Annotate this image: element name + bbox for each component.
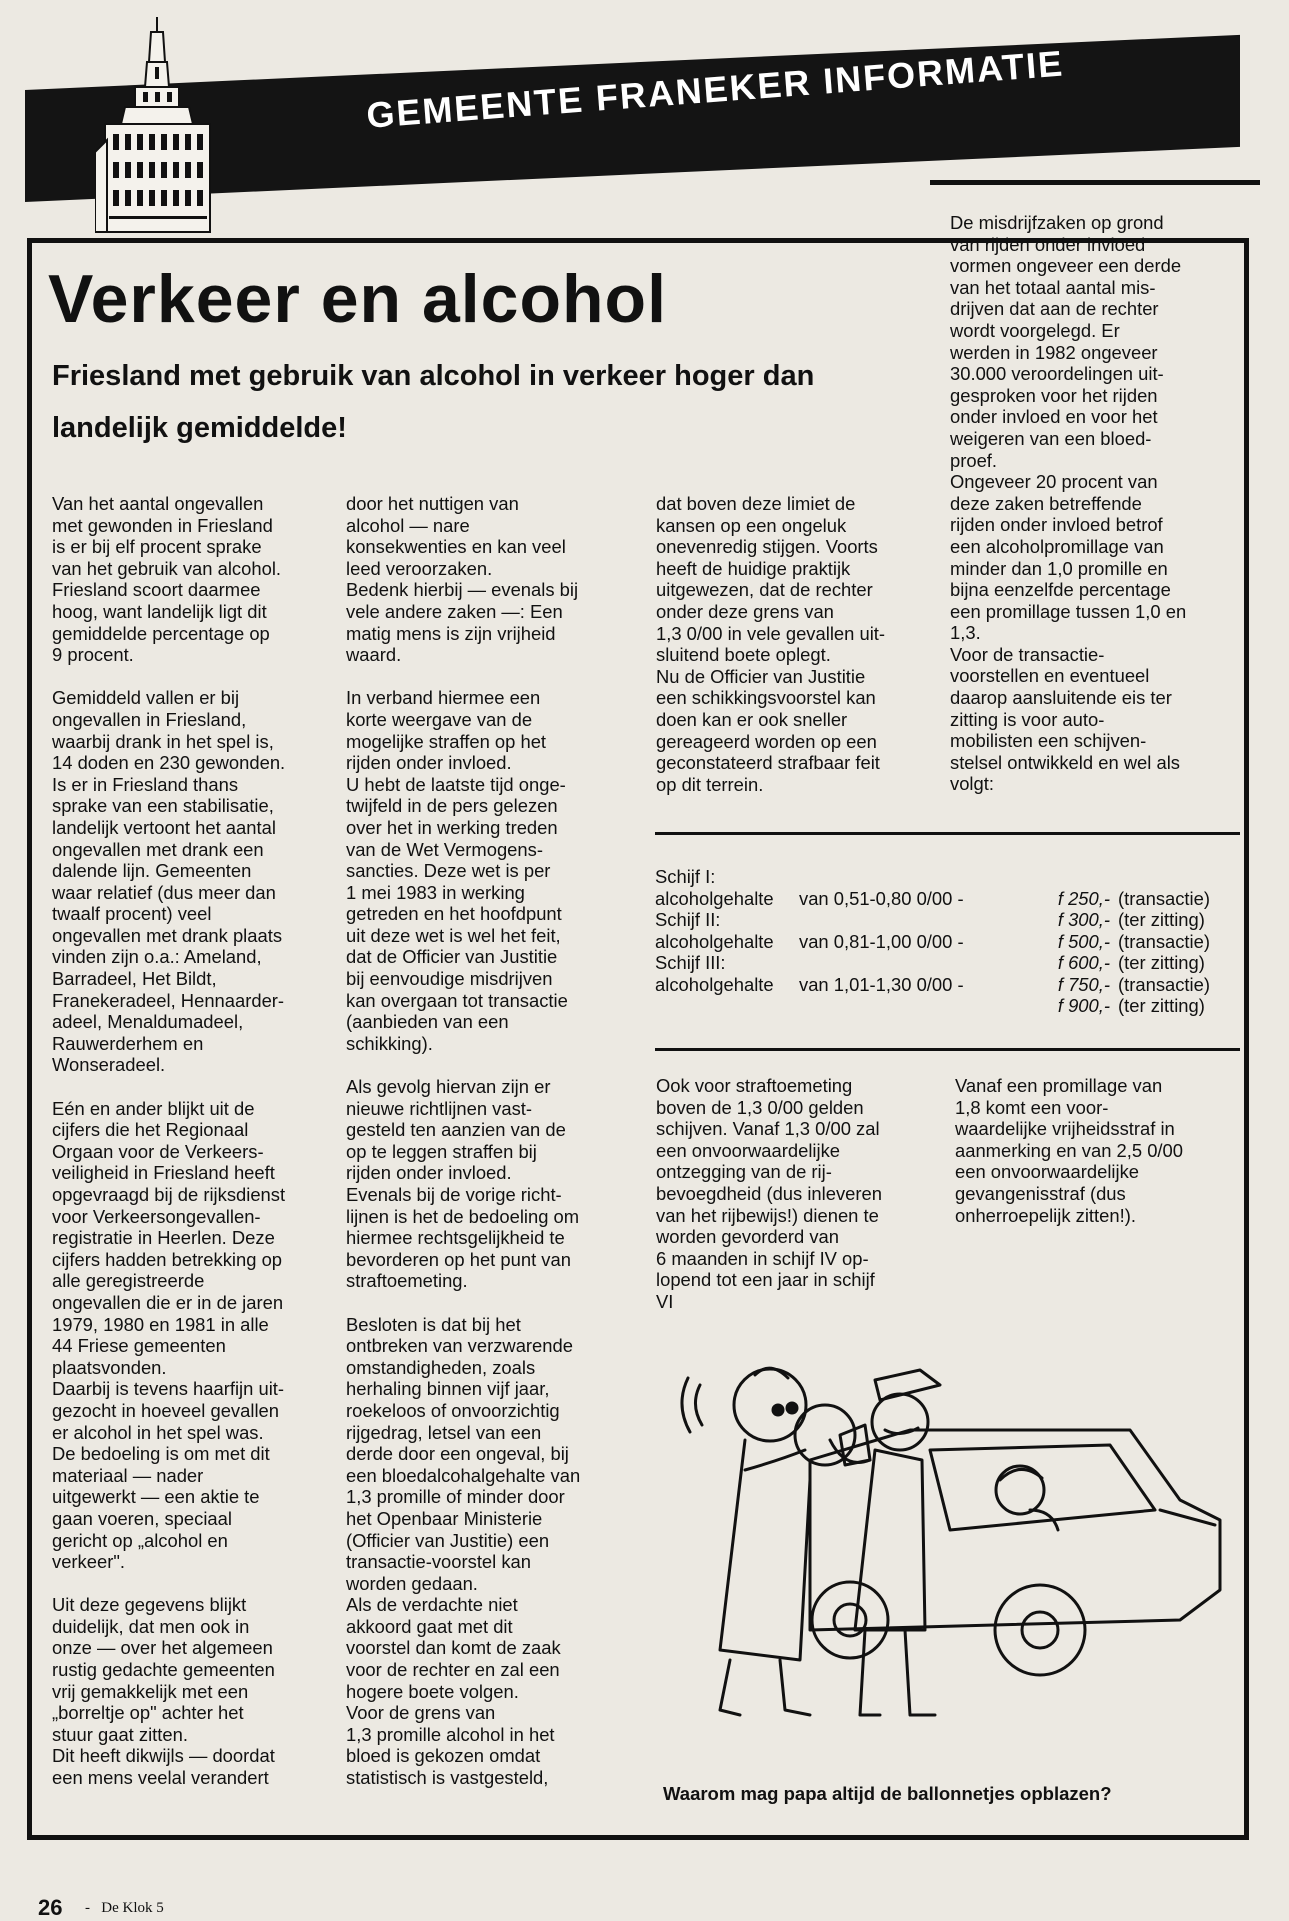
schedule-label: alcoholgehalte [655,973,774,995]
schedule-range: van 0,81-1,00 0/00 - [799,930,964,952]
schedule-range [799,866,1024,888]
schedule-row [655,995,1245,1017]
schedule-row [655,931,1245,953]
schedule-row [655,952,1245,974]
schedule-amount: f 750,- [1057,973,1110,995]
schedule-label: alcoholgehalte [655,887,774,909]
frame-top-rule [930,180,1260,185]
schedule-note: (transactie) [1118,887,1210,909]
schedule-label: Schijf I: [655,866,716,887]
schedule-note: (ter zitting) [1118,909,1205,930]
schedule-note: (ter zitting) [1118,995,1205,1016]
page-number: 26 [38,1895,63,1920]
magazine-name: De Klok 5 [101,1900,164,1916]
schedule-row [655,909,1245,931]
schedule-amount [1024,866,1118,888]
schedule-range [799,995,1024,1017]
article-column-3: dat boven deze limiet de kansen op een ongeluk onevenredig stijgen. Voorts heeft de huidige praktijk uitgewezen, dat de rechter onder deze grens van 1,3 0/00 in vele gevallen uit- sluitend boete oplegt. Nu de Officier van Justitie een schikkingsvoorstel kan doen kan er ook sneller gereageerd worden op een geconstateerd strafbaar feit op dit terrein. [656,493,886,795]
article-column-6: Vanaf een promillage van 1,8 komt een voor- waardelijke vrijheidsstraf in aanmerking en van 2,5 0/00 een onvoorwaardelijke gevangenisstraf (dus onherroepelijk zitten!). [955,1075,1183,1226]
schedule-bottom-rule [655,1048,1240,1051]
article-column-1: Van het aantal ongevallen met gewonden in Friesland is er bij elf procent sprake van het gebruik van alcohol. Friesland scoort daarmee hoog, want landelijk ligt dit gemiddelde percentage op 9 procent. Gemiddeld vallen er bij ongevallen in Friesland, waarbij drank in het spel is, 14 doden en 230 gewonden. Is er in Friesland thans sprake van een stabilisatie, landelijk vertoont het aantal ongevallen met drank een dalende lijn. Gemeenten waar relatief (dus meer dan twaalf procent) veel ongevallen met drank plaats vinden zijn o.a.: Ameland, Barradeel, Het Bildt, Franekeradeel, Hennaarder- adeel, Menaldumadeel, Rauwerderhem en Wonseradeel. Eén en ander blijkt uit de cijfers die het Regionaal Orgaan voor de Verkeers- veiligheid in Friesland heeft opgevraagd bij de rijksdienst voor Verkeersongevallen- registratie in Heerlen. Deze cijfers hadden betrekking op alle geregistreerde ongevallen die er in de jaren 1979, 1980 en 1981 in alle 44 Friese gemeenten plaatsvonden. Daarbij is tevens haarfijn uit- gezocht in hoeveel gevallen er alcohol in het spel was. De bedoeling is om met dit materiaal — nader uitgewerkt — een aktie te gaan voeren, speciaal gericht op „alcohol en verkeer". Uit deze gegevens blijkt duidelijk, dat men ook in onze — over het algemeen rustig gedachte gemeenten vrij gemakkelijk met een „borreltje op" achter het stuur gaat zitten. Dit heeft dikwijls — doordat een mens veelal verandert [52,493,286,1789]
cartoon-illustration [660,1330,1230,1725]
schedule-label: Schijf II: [655,909,721,930]
banner-title: GEMEENTE FRANEKER INFORMATIE [365,42,1066,136]
town-hall-illustration [95,12,220,237]
schedule-range: van 0,51-0,80 0/00 - [799,887,964,909]
schedule-amount: f 600,- [1057,952,1110,973]
schedule-note: (transactie) [1118,973,1210,995]
magazine-footer [85,1900,164,1917]
schedule-top-rule [655,832,1240,835]
schedule-row [655,888,1245,910]
schedule-note: (ter zitting) [1118,952,1205,973]
schedule-amount: f 250,- [1057,887,1110,909]
cartoon-caption: Waarom mag papa altijd de ballonnetjes opblazen? [663,1783,1112,1804]
schedule-note [1118,866,1238,888]
schedule-label [655,995,799,1017]
article-subheadline: Friesland met gebruik van alcohol in verkeer hoger dan landelijk gemiddelde! [52,360,815,444]
footer-separator: - [85,1900,90,1916]
article-column-5: Ook voor straftoemeting boven de 1,3 0/00 gelden schijven. Vanaf 1,3 0/00 zal een onvoorwaardelijke ontzegging van de rij- bevoegdheid (dus inleveren van het rijbewijs!) dienen te worden gevorderd van 6 maanden in schijf IV op- lopend tot een jaar in schijf VI [656,1075,882,1312]
schedule-amount: f 900,- [1057,995,1110,1016]
schedule-note: (transactie) [1118,930,1210,952]
schedule-row [655,974,1245,996]
schedule-label: alcoholgehalte [655,930,774,952]
schedule-range: van 1,01-1,30 0/00 - [799,973,964,995]
schedule-row [655,866,1245,888]
article-headline: Verkeer en alcohol [48,261,667,337]
schedule-range [799,909,1024,931]
schedule-range [799,952,1024,974]
schedule-label: Schijf III: [655,952,726,973]
schedule-amount: f 500,- [1057,930,1110,952]
schedule-amount: f 300,- [1057,909,1110,930]
article-column-4: De misdrijfzaken op grond van rijden onder invloed vormen ongeveer een derde van het totaal aantal mis- drijven dat aan de rechter wordt voorgelegd. Er werden in 1982 ongeveer 30.000 veroordelingen uit- gesproken voor het rijden onder invloed en voor het weigeren van een bloed- proef. Ongeveer 20 procent van deze zaken betreffende rijden onder invloed betrof een alcoholpromillage van minder dan 1,0 promille en bijna eenzelfde percentage een promillage tussen 1,0 en 1,3. Voor de transactie- voorstellen en eventueel daarop aansluitende eis ter zitting is voor auto- mobilisten een schijven- stelsel ontwikkeld en wel als volgt: [950,212,1187,795]
penalty-schedule [655,866,1245,1017]
article-column-2: door het nuttigen van alcohol — nare konsekwenties en kan veel leed veroorzaken. Bedenk hierbij — evenals bij vele andere zaken —: Een matig mens is zijn vrijheid waard. In verband hiermee een korte weergave van de mogelijke straffen op het rijden onder invloed. U hebt de laatste tijd onge- twijfeld in de pers gelezen over het in werking treden van de Wet Vermogens- sancties. Deze wet is per 1 mei 1983 in werking getreden en het hoofdpunt uit deze wet is wel het feit, dat de Officier van Justitie bij eenvoudige misdrijven kan overgaan tot transactie (aanbieden van een schikking). Als gevolg hiervan zijn er nieuwe richtlijnen vast- gesteld ten aanzien van de op te leggen straffen bij rijden onder invloed. Evenals bij de vorige richt- lijnen is het de bedoeling om hiermee rechtsgelijkheid te bevorderen op het punt van straftoemeting. Besloten is dat bij het ontbreken van verzwarende omstandigheden, zoals herhaling binnen vijf jaar, roekeloos of onvoorzichtig rijgedrag, letsel van een derde door een ongeval, bij een bloedalcohalgehalte van 1,3 promille of minder door het Openbaar Ministerie (Officier van Justitie) een transactie-voorstel kan worden gedaan. Als de verdachte niet akkoord gaat met dit voorstel dan komt de zaak voor de rechter en zal een hogere boete volgen. Voor de grens van 1,3 promille alcohol in het bloed is gekozen omdat statistisch is vastgesteld, [346,493,581,1789]
